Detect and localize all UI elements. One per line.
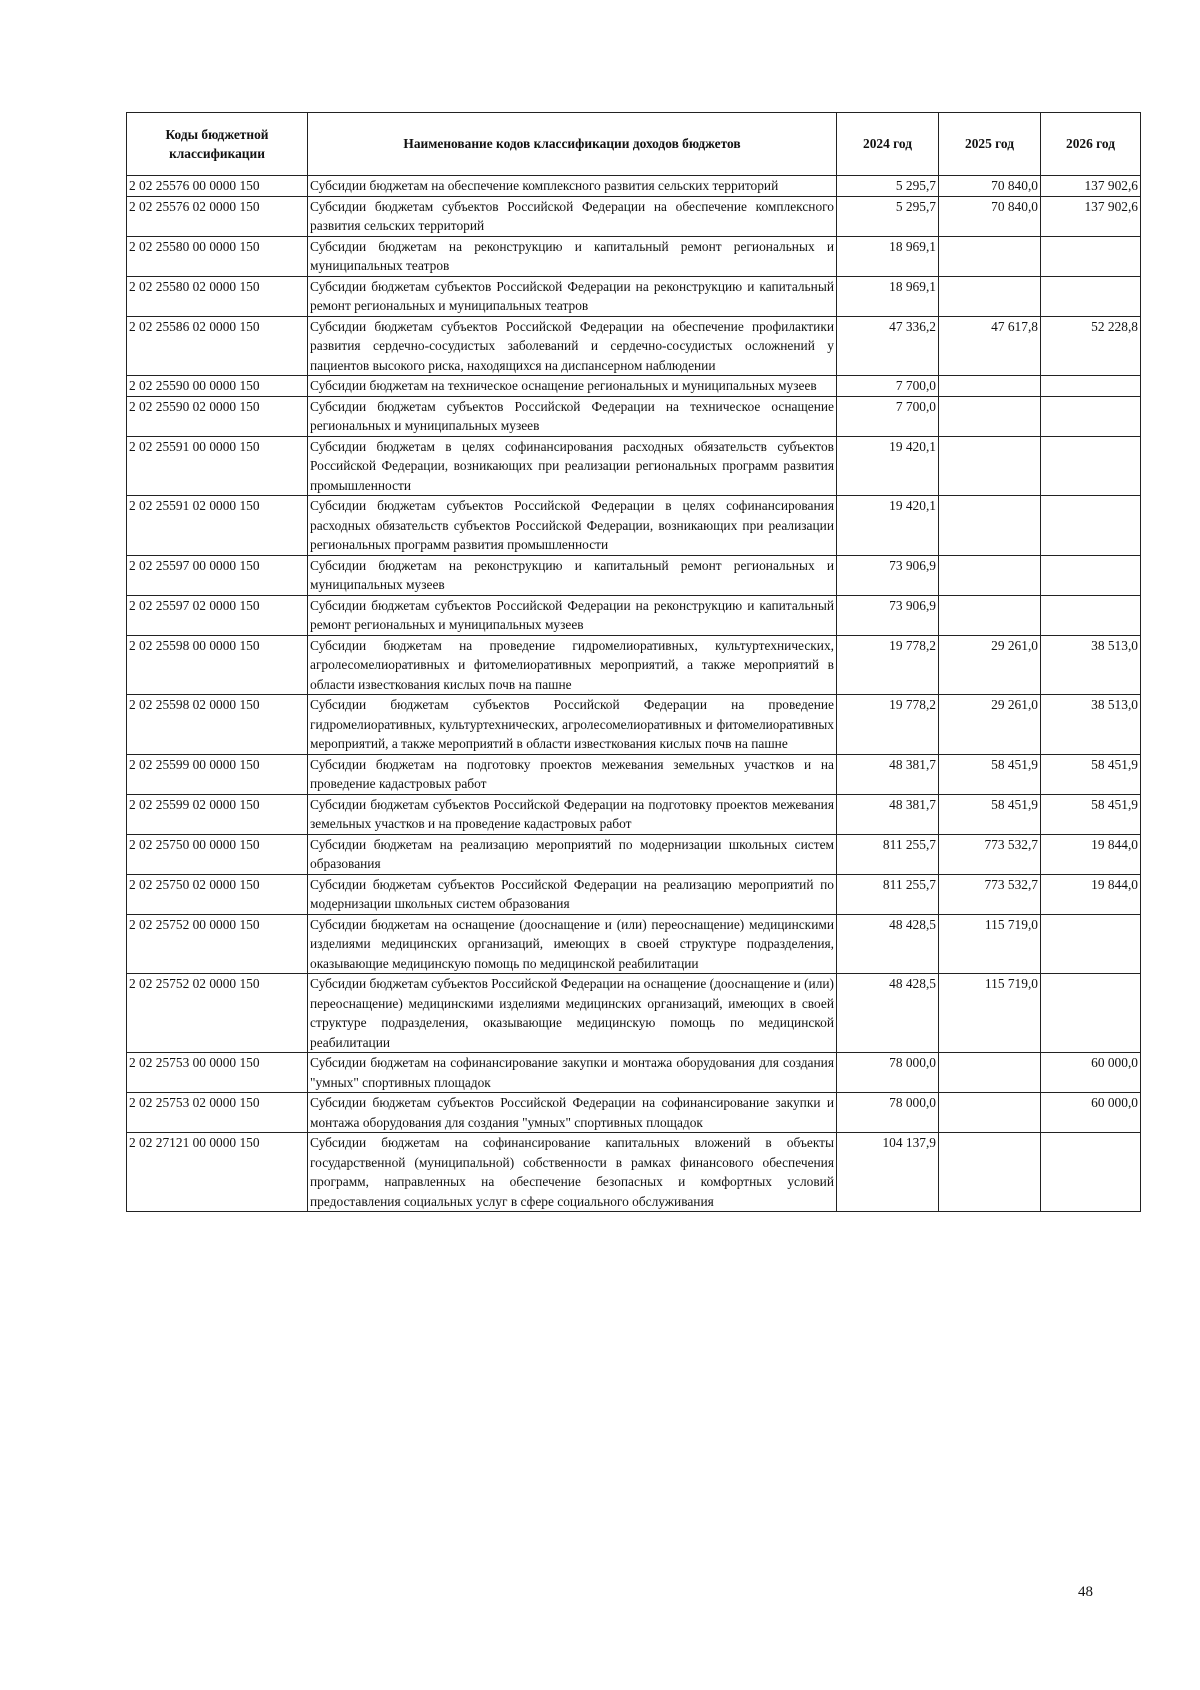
- table-row: [127, 974, 1141, 1053]
- row-value-2025: [939, 1053, 1041, 1093]
- row-code: 2 02 25750 02 0000 150: [127, 874, 308, 914]
- row-name: Субсидии бюджетам на реконструкцию и капитальный ремонт региональных и муниципальных музеев: [308, 555, 837, 595]
- row-value-2025: 70 840,0: [939, 176, 1041, 197]
- row-value-2024: 19 420,1: [837, 496, 939, 556]
- row-value-2026: 52 228,8: [1041, 316, 1141, 376]
- row-name: Субсидии бюджетам субъектов Российской Федерации на оснащение (дооснащение и (или) переоснащение) медицинскими изделиями медицинских организаций, имеющих в своей структуре подразделения, оказывающие медицинскую помощь по медицинской реабилитации: [308, 974, 837, 1053]
- row-name: Субсидии бюджетам на реконструкцию и капитальный ремонт региональных и муниципальных театров: [308, 236, 837, 276]
- header-2025: 2025 год: [939, 113, 1041, 176]
- row-value-2026: 58 451,9: [1041, 794, 1141, 834]
- row-code: 2 02 25590 02 0000 150: [127, 396, 308, 436]
- row-value-2024: 48 428,5: [837, 914, 939, 974]
- row-name: Субсидии бюджетам на софинансирование капитальных вложений в объекты государственной (муниципальной) собственности в рамках финансового обеспечения программ, направленных на обеспечение безопасных и комфортных условий предоставления социальных услуг в сфере социального обслуживания: [308, 1133, 837, 1212]
- row-value-2026: 58 451,9: [1041, 754, 1141, 794]
- row-value-2025: [939, 496, 1041, 556]
- row-value-2026: 19 844,0: [1041, 834, 1141, 874]
- table-row: [127, 436, 1141, 496]
- row-value-2024: 811 255,7: [837, 834, 939, 874]
- budget-revenue-table: [126, 112, 1141, 1212]
- row-value-2025: 29 261,0: [939, 635, 1041, 695]
- header-code: Коды бюджетной классификации: [127, 113, 308, 176]
- row-code: 2 02 25576 00 0000 150: [127, 176, 308, 197]
- table-row: [127, 1133, 1141, 1212]
- row-code: 2 02 25752 00 0000 150: [127, 914, 308, 974]
- row-code: 2 02 25598 02 0000 150: [127, 695, 308, 755]
- row-value-2026: [1041, 555, 1141, 595]
- table-row: [127, 874, 1141, 914]
- row-value-2026: [1041, 436, 1141, 496]
- row-value-2026: 60 000,0: [1041, 1053, 1141, 1093]
- table-row: [127, 276, 1141, 316]
- row-code: 2 02 25752 02 0000 150: [127, 974, 308, 1053]
- table-row: [127, 1093, 1141, 1133]
- row-value-2026: 38 513,0: [1041, 635, 1141, 695]
- table-row: [127, 595, 1141, 635]
- row-name: Субсидии бюджетам субъектов Российской Федерации на реконструкцию и капитальный ремонт региональных и муниципальных театров: [308, 276, 837, 316]
- table-row: [127, 635, 1141, 695]
- row-name: Субсидии бюджетам субъектов Российской Федерации на проведение гидромелиоративных, культуртехнических, агролесомелиоративных и фитомелиоративных мероприятий, а также мероприятий в области известкования кислых почв на пашне: [308, 695, 837, 755]
- row-code: 2 02 25591 02 0000 150: [127, 496, 308, 556]
- row-value-2024: 19 778,2: [837, 635, 939, 695]
- row-value-2026: [1041, 914, 1141, 974]
- row-value-2025: [939, 396, 1041, 436]
- row-code: 2 02 25591 00 0000 150: [127, 436, 308, 496]
- row-name: Субсидии бюджетам субъектов Российской Федерации на подготовку проектов межевания земельных участков и на проведение кадастровых работ: [308, 794, 837, 834]
- header-2024: 2024 год: [837, 113, 939, 176]
- row-name: Субсидии бюджетам субъектов Российской Федерации на техническое оснащение региональных и муниципальных музеев: [308, 396, 837, 436]
- row-value-2024: 48 381,7: [837, 794, 939, 834]
- row-name: Субсидии бюджетам субъектов Российской Федерации в целях софинансирования расходных обязательств субъектов Российской Федерации, возникающих при реализации региональных программ развития промышленности: [308, 496, 837, 556]
- row-value-2026: [1041, 236, 1141, 276]
- row-value-2024: 5 295,7: [837, 196, 939, 236]
- table-row: [127, 754, 1141, 794]
- row-value-2025: 70 840,0: [939, 196, 1041, 236]
- row-code: 2 02 25598 00 0000 150: [127, 635, 308, 695]
- row-code: 2 02 27121 00 0000 150: [127, 1133, 308, 1212]
- row-value-2024: 811 255,7: [837, 874, 939, 914]
- row-value-2025: 773 532,7: [939, 834, 1041, 874]
- row-value-2024: 7 700,0: [837, 376, 939, 397]
- row-name: Субсидии бюджетам на оснащение (дооснащение и (или) переоснащение) медицинскими изделиями медицинских организаций, имеющих в своей структуре подразделения, оказывающие медицинскую помощь по медицинской реабилитации: [308, 914, 837, 974]
- row-value-2024: 48 381,7: [837, 754, 939, 794]
- row-value-2025: 115 719,0: [939, 974, 1041, 1053]
- row-value-2026: [1041, 1133, 1141, 1212]
- header-name: Наименование кодов классификации доходов бюджетов: [308, 113, 837, 176]
- row-name: Субсидии бюджетам в целях софинансирования расходных обязательств субъектов Российской Федерации, возникающих при реализации региональных программ развития промышленности: [308, 436, 837, 496]
- table-row: [127, 176, 1141, 197]
- row-code: 2 02 25750 00 0000 150: [127, 834, 308, 874]
- row-value-2026: 60 000,0: [1041, 1093, 1141, 1133]
- row-value-2026: 38 513,0: [1041, 695, 1141, 755]
- row-name: Субсидии бюджетам на проведение гидромелиоративных, культуртехнических, агролесомелиоративных и фитомелиоративных мероприятий, а также мероприятий в области известкования кислых почв на пашне: [308, 635, 837, 695]
- row-value-2024: 104 137,9: [837, 1133, 939, 1212]
- row-name: Субсидии бюджетам субъектов Российской Федерации на обеспечение профилактики развития сердечно-сосудистых заболеваний и сердечно-сосудистых осложнений у пациентов высокого риска, находящихся на диспансерном наблюдении: [308, 316, 837, 376]
- row-value-2025: 58 451,9: [939, 794, 1041, 834]
- row-value-2025: [939, 276, 1041, 316]
- row-code: 2 02 25576 02 0000 150: [127, 196, 308, 236]
- table-row: [127, 555, 1141, 595]
- row-code: 2 02 25590 00 0000 150: [127, 376, 308, 397]
- row-name: Субсидии бюджетам на реализацию мероприятий по модернизации школьных систем образования: [308, 834, 837, 874]
- row-value-2024: 18 969,1: [837, 276, 939, 316]
- header-row: [127, 113, 1141, 176]
- row-name: Субсидии бюджетам субъектов Российской Федерации на реконструкцию и капитальный ремонт региональных и муниципальных музеев: [308, 595, 837, 635]
- row-value-2025: 47 617,8: [939, 316, 1041, 376]
- row-value-2025: 115 719,0: [939, 914, 1041, 974]
- header-2026: 2026 год: [1041, 113, 1141, 176]
- row-value-2024: 48 428,5: [837, 974, 939, 1053]
- row-value-2026: [1041, 396, 1141, 436]
- row-value-2026: 137 902,6: [1041, 176, 1141, 197]
- row-name: Субсидии бюджетам субъектов Российской Федерации на обеспечение комплексного развития сельских территорий: [308, 196, 837, 236]
- table-row: [127, 316, 1141, 376]
- table-body: [127, 176, 1141, 1212]
- row-value-2024: 7 700,0: [837, 396, 939, 436]
- row-code: 2 02 25753 00 0000 150: [127, 1053, 308, 1093]
- table-row: [127, 1053, 1141, 1093]
- row-value-2025: [939, 1093, 1041, 1133]
- row-name: Субсидии бюджетам на техническое оснащение региональных и муниципальных музеев: [308, 376, 837, 397]
- row-value-2024: 78 000,0: [837, 1093, 939, 1133]
- row-code: 2 02 25599 02 0000 150: [127, 794, 308, 834]
- table-row: [127, 376, 1141, 397]
- row-value-2025: 773 532,7: [939, 874, 1041, 914]
- row-code: 2 02 25599 00 0000 150: [127, 754, 308, 794]
- row-value-2024: 73 906,9: [837, 555, 939, 595]
- row-value-2026: [1041, 496, 1141, 556]
- table-row: [127, 396, 1141, 436]
- row-name: Субсидии бюджетам на подготовку проектов межевания земельных участков и на проведение кадастровых работ: [308, 754, 837, 794]
- row-code: 2 02 25580 02 0000 150: [127, 276, 308, 316]
- row-value-2025: [939, 436, 1041, 496]
- row-value-2024: 18 969,1: [837, 236, 939, 276]
- row-code: 2 02 25753 02 0000 150: [127, 1093, 308, 1133]
- row-value-2026: [1041, 595, 1141, 635]
- row-code: 2 02 25597 02 0000 150: [127, 595, 308, 635]
- row-value-2026: [1041, 276, 1141, 316]
- table-row: [127, 695, 1141, 755]
- row-value-2024: 73 906,9: [837, 595, 939, 635]
- row-value-2024: 19 778,2: [837, 695, 939, 755]
- row-value-2024: 5 295,7: [837, 176, 939, 197]
- row-value-2024: 78 000,0: [837, 1053, 939, 1093]
- row-name: Субсидии бюджетам субъектов Российской Федерации на реализацию мероприятий по модернизации школьных систем образования: [308, 874, 837, 914]
- row-name: Субсидии бюджетам на обеспечение комплексного развития сельских территорий: [308, 176, 837, 197]
- row-code: 2 02 25597 00 0000 150: [127, 555, 308, 595]
- page-number: 48: [1078, 1584, 1093, 1600]
- row-code: 2 02 25580 00 0000 150: [127, 236, 308, 276]
- row-value-2025: [939, 1133, 1041, 1212]
- row-value-2024: 47 336,2: [837, 316, 939, 376]
- table-row: [127, 834, 1141, 874]
- row-value-2026: 137 902,6: [1041, 196, 1141, 236]
- table-row: [127, 236, 1141, 276]
- table-row: [127, 794, 1141, 834]
- row-value-2025: [939, 376, 1041, 397]
- row-value-2024: 19 420,1: [837, 436, 939, 496]
- table-header: [127, 113, 1141, 176]
- table-row: [127, 196, 1141, 236]
- row-name: Субсидии бюджетам на софинансирование закупки и монтажа оборудования для создания "умных" спортивных площадок: [308, 1053, 837, 1093]
- row-value-2025: [939, 236, 1041, 276]
- row-value-2025: 29 261,0: [939, 695, 1041, 755]
- row-value-2026: [1041, 376, 1141, 397]
- row-value-2025: [939, 555, 1041, 595]
- row-value-2025: 58 451,9: [939, 754, 1041, 794]
- row-name: Субсидии бюджетам субъектов Российской Федерации на софинансирование закупки и монтажа оборудования для создания "умных" спортивных площадок: [308, 1093, 837, 1133]
- table-row: [127, 914, 1141, 974]
- row-value-2026: 19 844,0: [1041, 874, 1141, 914]
- table-row: [127, 496, 1141, 556]
- row-value-2026: [1041, 974, 1141, 1053]
- row-code: 2 02 25586 02 0000 150: [127, 316, 308, 376]
- row-value-2025: [939, 595, 1041, 635]
